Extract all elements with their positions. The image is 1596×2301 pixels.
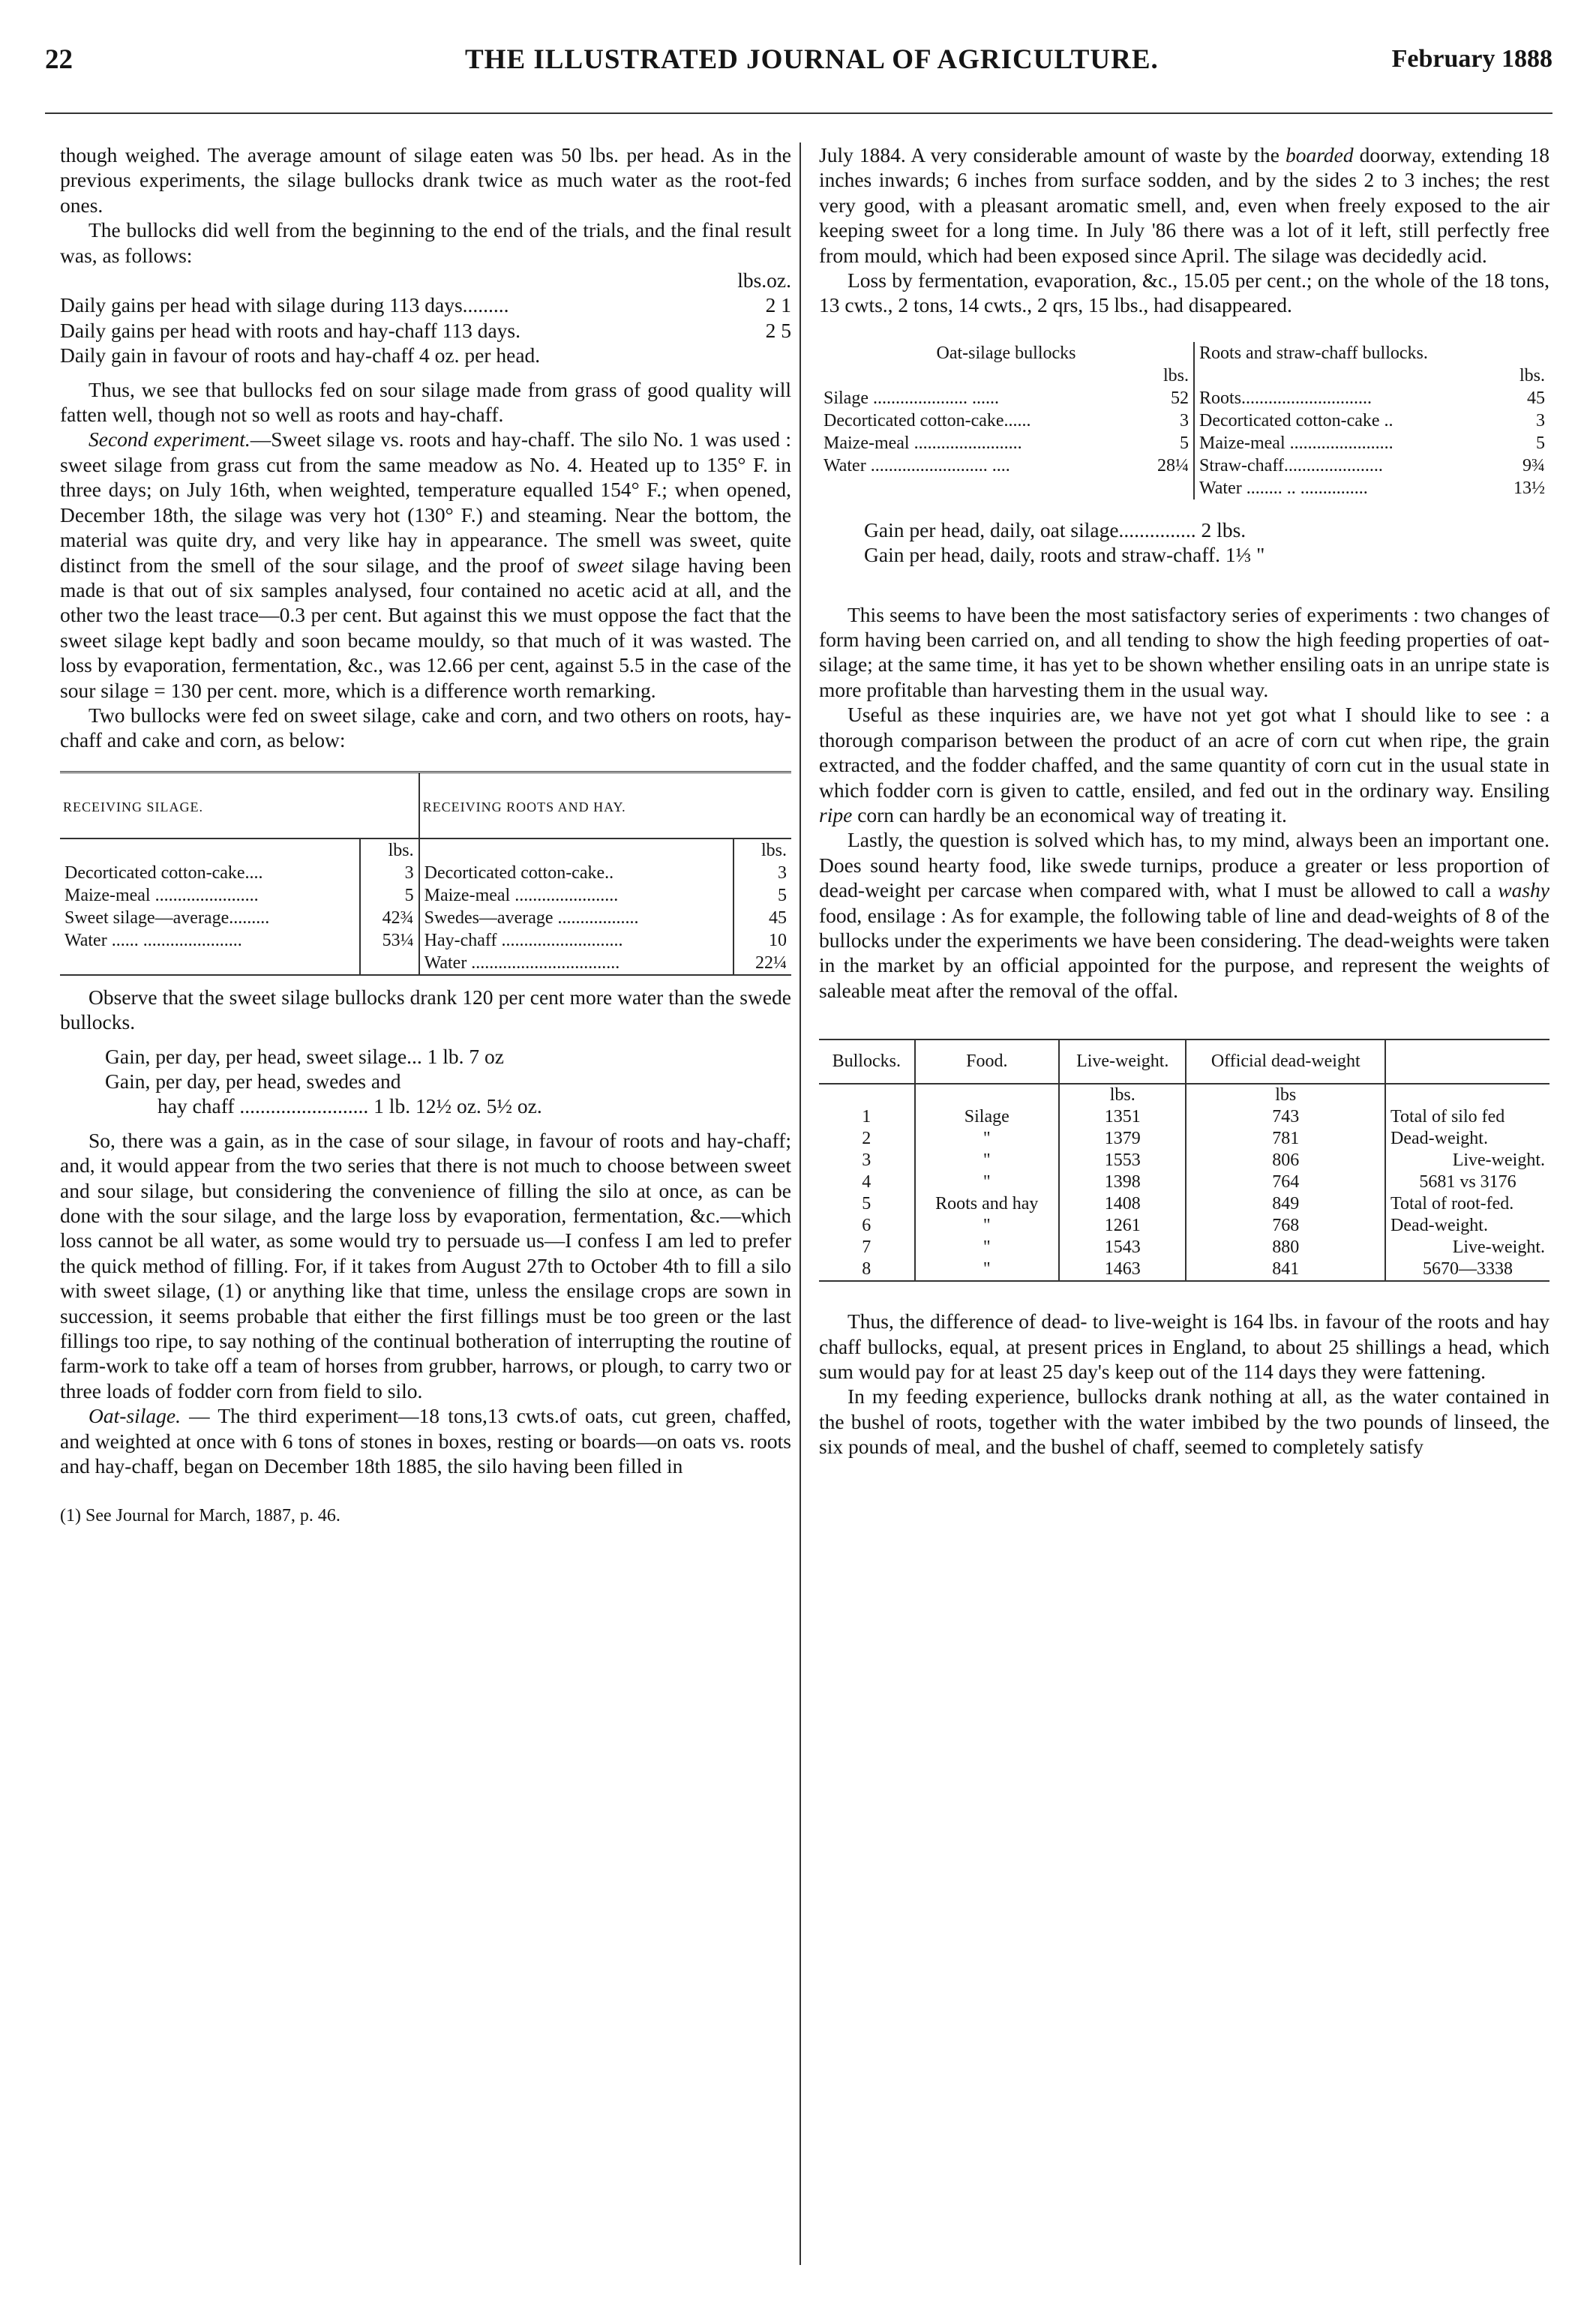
paragraph: So, there was a gain, as in the case of sour silage, in favour of roots and hay-chaff; and, it would appear from the two series that there is not much to choose between sweet and sour silage, but considering the convenience of filling the silo at once, as can be done with the sour silage, and the large loss by evaporation, fermentation, &c.—which loss cannot be all water, as some would try to persuade us—I confess I am led to prefer the quick method of filling. For, if it takes from August 27th to October 4th to fill a silo with sweet silage, (1) or anything like that time, unless the ensilage crops are sown in succession, it seems probable that either the first fillings must be too green or the last fillings too ripe, to say nothing of the continual botheration of interrupting the routine of farm-work to take off a team of horses from grubber, harrows, or plough, to carry two or three loads of fodder corn from field to silo. (60, 1128, 791, 1402)
gain-line: Gain, per day, per head, sweet silage... 1 lb. 7 oz (105, 1044, 504, 1068)
section-lead: Second experiment. (88, 428, 250, 452)
paragraph: Observe that the sweet silage bullocks drank 120 per cent more water than the swede bullocks. (60, 985, 791, 1034)
table-row: 5 Roots and hay 1408 849 Total of root-fed. (819, 1193, 1550, 1215)
header-rule (45, 112, 1552, 114)
section-lead: Oat-silage. (88, 1404, 181, 1428)
page-header (45, 44, 1552, 88)
paragraph: though weighed. The average amount of silage eaten was 50 lbs. per head. As in the previous experiments, the silage bullocks drank twice as much water as the root-fed ones. (60, 143, 791, 217)
paragraph: Thus, the difference of dead- to live-weight is 164 lbs. in favour of the roots and hay chaff bullocks, equal, at present prices in England, to about 25 shillings a head, which sum would pay for at least 25 day's keep out of the 114 days they were fattening. (819, 1310, 1550, 1383)
table-row: 6 " 1261 768 Dead-weight. (819, 1215, 1550, 1237)
right-column (819, 142, 1550, 1460)
unit-label: lbs. (734, 838, 791, 862)
gain-line: Gain per head, daily, roots and straw-chaff. 1⅓ " (864, 543, 1265, 567)
result-value: 2 5 (765, 318, 791, 342)
paragraph: Oat-silage. — The third experiment—18 tons,13 cwts.of oats, cut green, chaffed, and weighted at once with 6 tons of stones in boxes, resting or boards—on oats vs. roots and hay-chaff, began on December 18th 1885, the silo having been filled in (60, 1404, 791, 1478)
left-column (60, 142, 791, 1529)
table-row: 7 " 1543 880 Live-weight. (819, 1237, 1550, 1258)
paragraph: The bullocks did well from the beginning to the end of the trials, and the final result was, as follows: (60, 218, 791, 267)
table-header: RECEIVING ROOTS AND HAY. (419, 772, 791, 838)
gain-line: hay chaff ......................... 1 lb. 12½ oz. 5½ oz. (158, 1094, 542, 1118)
table-header: RECEIVING SILAGE. (60, 772, 419, 838)
paragraph: Two bullocks were fed on sweet silage, cake and corn, and two others on roots, hay-chaff and cake and corn, as below: (60, 703, 791, 752)
paragraph: In my feeding experience, bullocks drank nothing at all, as the water contained in the bushel of roots, together with the water imbibed by the two pounds of linseed, the six pounds of meal, and the bushel of chaff, seemed to completely satisfy (819, 1384, 1550, 1459)
table-row: 1 Silage 1351 743 Total of silo fed (819, 1106, 1550, 1128)
result-row (60, 292, 791, 317)
column-header: Live-weight. (1059, 1040, 1186, 1084)
table-row: 3 " 1553 806 Live-weight. (819, 1150, 1550, 1172)
paragraph: Lastly, the question is solved which has, to my mind, always been an important one. Does sound hearty food, like swede turnips, produce a greater or less proportion of dead-weight per carcase when compared with, what I must be allowed to call a washy food, ensilage : As for example, the following table of line and dead-weights of 8 of the bullocks under the experiments we have been considering. The dead-weights were taken in the market by an official appointed for the purpose, and represent the weights of saleable meat after the removal of the offal. (819, 828, 1550, 1002)
unit-label: lbs. (1519, 365, 1545, 386)
paragraph: Thus, we see that bullocks fed on sour silage made from grass of good quality will fatten well, though not so well as roots and hay-chaff. (60, 377, 791, 427)
column-divider (800, 142, 801, 2265)
result-label: Daily gains per head with silage during 113 days......... (60, 293, 509, 317)
gain-line: Gain per head, daily, oat silage............... 2 lbs. (864, 518, 1246, 542)
table-row: Decorticated cotton-cake...... 3 Decorticated cotton-cake .. 3 (824, 410, 1545, 430)
footnote: (1) See Journal for March, 1887, p. 46. (60, 1506, 340, 1526)
paragraph: Second experiment.—Sweet silage vs. roots and hay-chaff. The silo No. 1 was used : sweet silage from grass cut from the same meadow as No. 4. Heated up to 135° F. in three days; on July 16th, when weighted, temperature equalled 154° F.; when opened, December 18th, the silage was very hot (130° F.) and steaming. Near the bottom, the material was quite dry, and very like hay in appearance. The smell was sweet, quite distinct from the smell of the sour silage, and the proof of sweet silage having been made is that out of six samples analysed, four contained no acetic acid at all, and the other two the least trace—0.3 per cent. But against this we must oppose the fact that the sweet silage kept badly and soon became mouldy, so that much of it was wasted. The loss by evaporation, fermentation, &c., was 12.66 per cent, against 5.5 in the case of the sour silage = 130 per cent. more, which is a difference worth remarking. (60, 428, 792, 702)
page-number: 22 (45, 44, 73, 75)
paragraph: Useful as these inquiries are, we have not yet got what I should like to see : a thorough comparison between the product of an acre of corn cut when ripe, the grain extracted, and the fodder chaffed, and the same quantity of corn cut in the usual state in which fodder corn is given to cattle, ensiled, and fed out in the ordinary way. Ensiling ripe corn can hardly be an economical way of treating it. (819, 703, 1550, 826)
weights-table: Bullocks. Food. Live-weight. Official dead-weight lbs. lbs 1 Silage 1351 743 Total of silo fed 2 " 1379 781 Dead-weight. 3 " 1553 806 Live-weight. 4 " 1398 764 5681 vs 3176 5 Roots and hay 1408 849 Total of root-fed. 6 " 1261 768 Dead-weight. 7 " 1543 880 Live-weight. 8 " 1463 841 5670—3338 (819, 1039, 1550, 1282)
paragraph: July 1884. A very considerable amount of waste by the boarded doorway, extending 18 inches inwards; 6 inches from surface sodden, and by the sides 2 to 3 inches; the rest very good, with a pleasant aromatic smell, and, even when freely exposed to the air keeping sweet for a long time. In July '86 there was a lot of it left, still perfectly free from mould, which had been exposed since April. The silage was decidedly acid. (819, 143, 1550, 267)
unit-header: lbs.oz. (737, 268, 791, 292)
table-row: 2 " 1379 781 Dead-weight. (819, 1128, 1550, 1150)
issue-date: February 1888 (1391, 45, 1552, 73)
table-row: Maize-meal ........................ 5 Maize-meal ....................... 5 (824, 433, 1545, 453)
table-header: Roots and straw-chaff bullocks. (1194, 342, 1550, 364)
table-row: Decorticated cotton-cake.... 3 Decorticated cotton-cake.. 3 (60, 862, 791, 884)
result-summary: Daily gain in favour of roots and hay-chaff 4 oz. per head. (60, 344, 541, 368)
result-value: 2 1 (765, 293, 791, 317)
feed-table-oat-silage (819, 342, 1550, 500)
column-header: Official dead-weight (1186, 1040, 1385, 1084)
table-row: Maize-meal ....................... 5 Maize-meal ....................... 5 (60, 884, 791, 907)
journal-title: THE ILLUSTRATED JOURNAL OF AGRICULTURE. (465, 44, 1159, 75)
table-row: Water ...... ...................... 53¼ Hay-chaff ........................... 10 (60, 929, 791, 952)
column-header: Food. (915, 1040, 1059, 1084)
unit-label: lbs. (360, 838, 418, 862)
gain-line: Gain, per day, per head, swedes and (105, 1069, 401, 1093)
table-row: Silage ..................... ...... 52 Roots............................. 45 (824, 388, 1545, 408)
feed-table-sweet-silage (60, 771, 791, 976)
table-row: 8 " 1463 841 5670—3338 (819, 1258, 1550, 1281)
result-label: Daily gains per head with roots and hay-chaff 113 days. (60, 318, 520, 342)
table-row: 4 " 1398 764 5681 vs 3176 (819, 1172, 1550, 1193)
paragraph: This seems to have been the most satisfactory series of experiments : two changes of form having been carried on, and all tending to show the high feeding properties of oat-silage; at the same time, it has yet to be shown whether ensiling oats in an unripe state is more profitable than harvesting them in the usual way. (819, 602, 1550, 701)
table-header: Oat-silage bullocks (936, 343, 1076, 363)
table-row: Water ........ .. ............... 13½ (819, 477, 1550, 500)
paragraph: Loss by fermentation, evaporation, &c., 15.05 per cent.; on the whole of the 18 tons, 13 cwts., 2 tons, 14 cwts., 2 qrs, 15 lbs., had disappeared. (819, 268, 1550, 317)
table-row: Sweet silage—average......... 42¾ Swedes—average .................. 45 (60, 907, 791, 929)
result-row (60, 318, 791, 343)
column-header: Bullocks. (819, 1040, 915, 1084)
unit-label: lbs. (1163, 365, 1190, 386)
table-row: Water ................................. 22¼ (60, 952, 791, 975)
table-row: Water .......................... .... 28¼ Straw-chaff...................... 9¾ (824, 455, 1545, 476)
